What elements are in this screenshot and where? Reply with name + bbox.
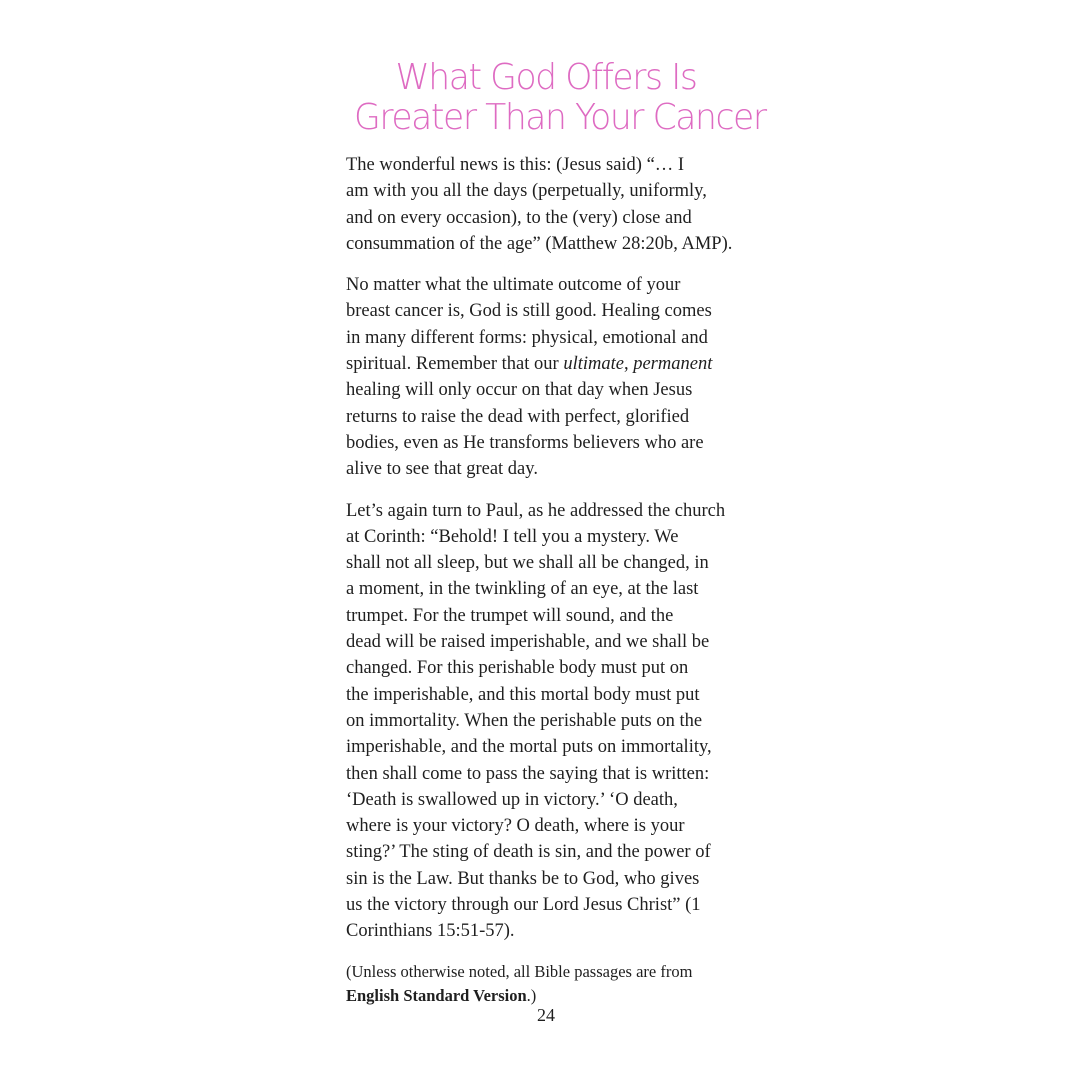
text-line: am with you all the days (perpetually, uniformly, xyxy=(346,181,707,202)
text-line: Corinthians 15:51-57). xyxy=(346,921,515,942)
body-text xyxy=(346,152,746,1008)
text-line: returns to raise the dead with perfect, glorified xyxy=(346,406,690,427)
bible-version-name: English Standard Version xyxy=(346,985,527,1005)
text-line: sin is the Law. But thanks be to God, who gives xyxy=(346,868,700,889)
text-line: healing will only occur on that day when Jesus xyxy=(346,380,693,401)
paragraph-matthew-quote xyxy=(346,152,746,257)
text-line: and on every occasion), to the (very) close and xyxy=(346,207,692,228)
text-line: The wonderful news is this: (Jesus said) “… I xyxy=(346,155,685,175)
note-line xyxy=(346,984,746,1008)
text-line: dead will be raised imperishable, and we shall be xyxy=(346,632,710,653)
text-line: breast cancer is, God is still good. Healing comes xyxy=(346,301,712,322)
text-line: No matter what the ultimate outcome of your xyxy=(346,275,681,296)
paragraph-healing xyxy=(346,272,746,482)
text-line xyxy=(346,351,746,377)
note-line: (Unless otherwise noted, all Bible passages are from xyxy=(346,961,693,981)
emphasis-permanent: permanent xyxy=(633,354,713,375)
text-line: imperishable, and the mortal puts on immortality, xyxy=(346,737,712,758)
title-line: Greater Than Your Cancer xyxy=(354,97,766,138)
text-line: the imperishable, and this mortal body must put xyxy=(346,684,700,705)
text-line: where is your victory? O death, where is your xyxy=(346,816,685,837)
text-line: bodies, even as He transforms believers who are xyxy=(346,432,704,453)
text-line: alive to see that great day. xyxy=(346,459,538,480)
emphasis-ultimate: ultimate xyxy=(563,354,624,375)
title-line: What God Offers Is xyxy=(395,57,697,98)
document-page xyxy=(346,57,766,1008)
note-closing: .) xyxy=(526,985,537,1005)
text-line: ‘Death is swallowed up in victory.’ ‘O death, xyxy=(346,789,678,810)
page-number: 24 xyxy=(537,1005,555,1025)
text-line: then shall come to pass the saying that is written: xyxy=(346,763,710,784)
text-segment: , xyxy=(623,354,634,375)
text-line: Let’s again turn to Paul, as he addressed the church xyxy=(346,500,726,521)
page-title xyxy=(354,57,766,138)
text-line: in many different forms: physical, emotional and xyxy=(346,327,708,348)
text-line: at Corinth: “Behold! I tell you a mystery. We xyxy=(346,526,679,547)
text-line: trumpet. For the trumpet will sound, and the xyxy=(346,605,674,626)
text-line: us the victory through our Lord Jesus Christ” (1 xyxy=(346,895,701,916)
text-line: a moment, in the twinkling of an eye, at the last xyxy=(346,579,699,600)
text-line: consummation of the age” (Matthew 28:20b, AMP). xyxy=(346,233,733,254)
text-line: changed. For this perishable body must put on xyxy=(346,658,689,679)
paragraph-corinthians xyxy=(346,498,746,945)
text-line: sting?’ The sting of death is sin, and the power of xyxy=(346,842,711,863)
text-segment: spiritual. Remember that our xyxy=(346,354,564,375)
text-line: shall not all sleep, but we shall all be changed, in xyxy=(346,553,709,574)
text-line: on immortality. When the perishable puts on the xyxy=(346,710,703,731)
bible-version-note xyxy=(346,960,746,1008)
